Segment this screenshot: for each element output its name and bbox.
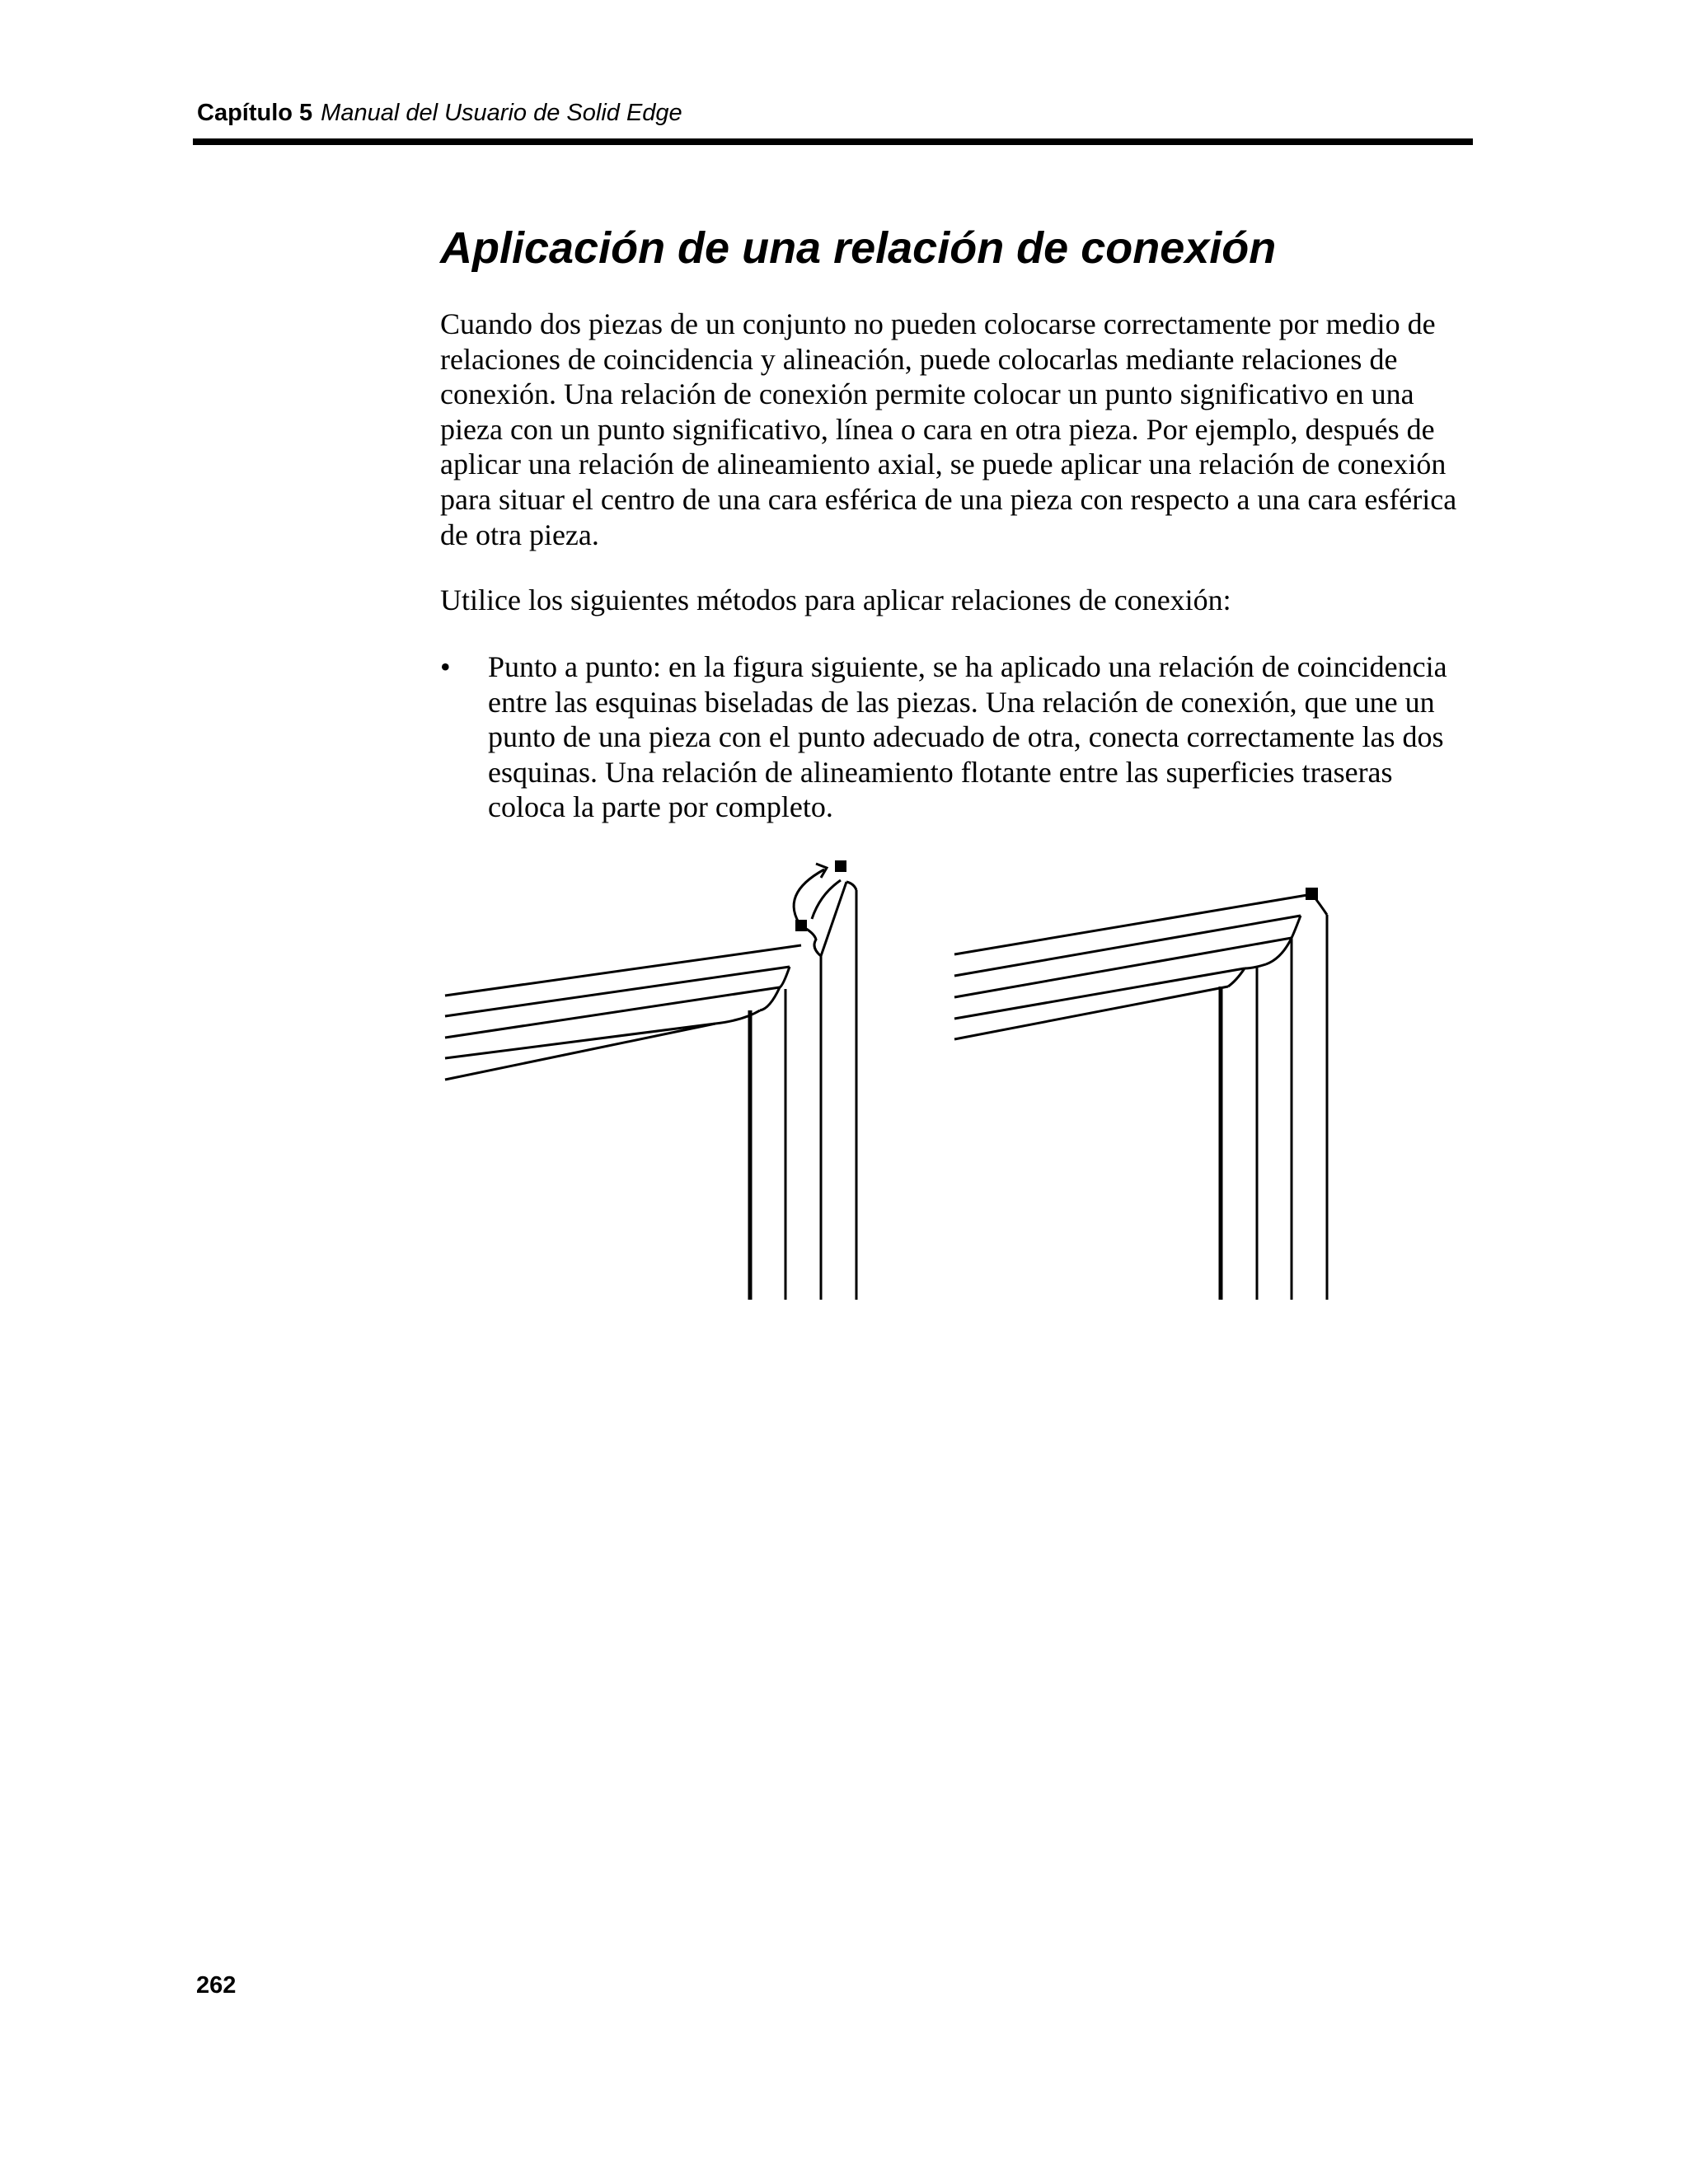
intro-paragraph: Cuando dos piezas de un conjunto no pueden colocarse correctamente por medio de relaciones de coincidencia y alineación, puede colocarlas mediante relaciones de conexión. Una relación de conexión permite colocar un punto significativo en una pieza con un punto significativo, línea o cara en otra pieza. Por ejemplo, después de aplicar una relación de alineamiento axial, se puede aplicar una relación de conexión para situar el centro de una cara esférica de una pieza con respecto a una cara esférica de otra pieza.	[440, 307, 1457, 551]
page-number: 262	[196, 1972, 237, 1999]
list-item-text: Punto a punto: en la figura siguiente, se ha aplicado una relación de coincidencia entre las esquinas biseladas de las piezas. Una relación de conexión, que une un punto de una pieza con el punto adecuado de otra, conecta correctamente las dos esquinas. Una relación de alineamiento flotante entre las superficies traseras coloca la parte por completo.	[488, 650, 1447, 824]
manual-title: Manual del Usuario de Solid Edge	[321, 100, 682, 126]
methods-paragraph: Utilice los siguientes métodos para aplicar relaciones de conexión:	[440, 583, 1231, 616]
figure-before-connect	[445, 864, 856, 1300]
chapter-label: Capítulo 5	[197, 100, 313, 126]
bullet-marker: •	[440, 650, 451, 683]
figure-after-connect	[954, 894, 1327, 1300]
figure-after-connect-point	[1306, 888, 1318, 900]
section-heading: Aplicación de una relación de conexión	[440, 223, 1277, 273]
